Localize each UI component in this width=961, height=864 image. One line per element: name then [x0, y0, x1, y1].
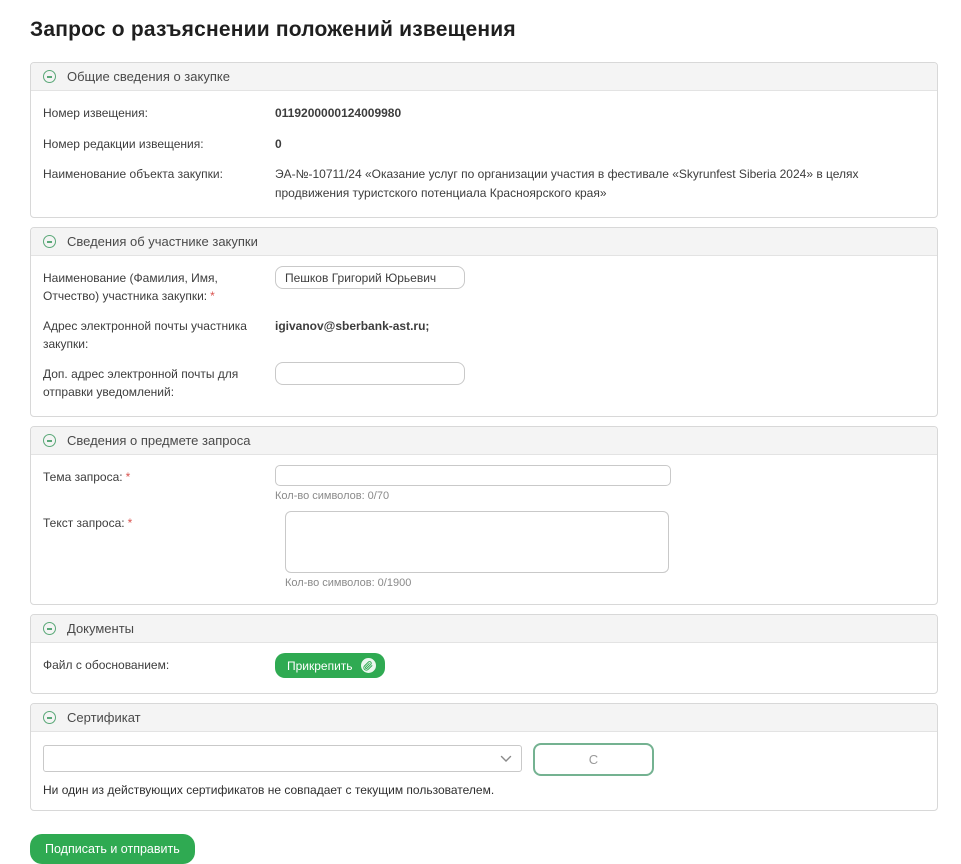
field-participant-email	[43, 314, 925, 353]
participant-name-input[interactable]	[275, 266, 465, 289]
collapse-icon[interactable]	[43, 622, 56, 635]
section-general-header[interactable]	[31, 63, 937, 91]
field-request-theme	[43, 465, 925, 502]
section-subject	[30, 426, 938, 605]
extra-email-input[interactable]	[275, 362, 465, 385]
justification-file-label: Файл с обоснованием:	[43, 658, 170, 673]
section-general	[30, 62, 938, 218]
request-theme-input[interactable]	[275, 465, 671, 486]
section-certificate-header[interactable]	[31, 704, 937, 732]
required-mark: *	[210, 289, 215, 304]
refresh-icon: C	[588, 752, 599, 768]
field-extra-email	[43, 362, 925, 401]
collapse-icon[interactable]	[43, 235, 56, 248]
collapse-icon[interactable]	[43, 70, 56, 83]
required-mark: *	[125, 470, 131, 485]
field-label: Наименование объекта закупки:	[43, 167, 223, 182]
submit-button-label: Подписать и отправить	[45, 842, 180, 857]
notice-revision-value: 0	[275, 136, 282, 151]
collapse-icon[interactable]	[43, 434, 56, 447]
field-notice-revision	[43, 132, 925, 154]
section-subject-body	[31, 455, 937, 604]
field-object-name	[43, 162, 925, 202]
request-text-label: Текст запроса:	[43, 516, 125, 531]
section-documents-title: Документы	[67, 621, 135, 637]
theme-char-counter: Кол-во символов: 0/70	[275, 490, 390, 503]
section-documents-header[interactable]	[31, 615, 937, 643]
request-text-textarea[interactable]	[285, 511, 669, 573]
page-title: Запрос о разъяснении положений извещения	[30, 18, 516, 41]
section-certificate-body	[31, 732, 937, 810]
required-mark: *	[127, 516, 133, 531]
section-general-body	[31, 91, 937, 217]
sign-and-send-button[interactable]	[30, 834, 195, 864]
field-label: Номер редакции извещения:	[43, 136, 204, 151]
section-general-title: Общие сведения о закупке	[67, 69, 230, 84]
text-char-counter: Кол-во символов: 0/1900	[285, 577, 412, 590]
field-label: Номер извещения:	[43, 106, 148, 120]
section-documents-body	[31, 643, 937, 693]
collapse-icon[interactable]	[43, 711, 56, 724]
participant-email-value: igivanov@sberbank-ast.ru;	[275, 319, 430, 334]
section-participant-body	[31, 256, 937, 416]
section-participant-title: Сведения об участнике закупки	[67, 234, 258, 250]
field-justification-file	[43, 653, 925, 678]
request-theme-label: Тема запроса:	[43, 470, 123, 485]
participant-email-label: Адрес электронной почты участника закупки:	[43, 319, 247, 352]
attach-button-label: Прикрепить	[287, 658, 353, 673]
refresh-certificates-button[interactable]	[533, 743, 654, 776]
certificate-select[interactable]	[43, 745, 522, 772]
section-certificate	[30, 703, 938, 811]
attach-file-button[interactable]	[275, 653, 385, 678]
field-participant-name	[43, 266, 925, 305]
section-subject-title: Сведения о предмете запроса	[67, 433, 251, 449]
participant-name-label: Наименование (Фамилия, Имя, Отчество) участника закупки:	[43, 271, 218, 304]
field-notice-number	[43, 101, 925, 123]
chevron-down-icon	[500, 750, 512, 768]
section-participant	[30, 227, 938, 417]
section-documents	[30, 614, 938, 694]
paperclip-icon	[361, 658, 376, 673]
field-request-text	[43, 511, 925, 589]
extra-email-label: Доп. адрес электронной почты для отправки уведомлений:	[43, 367, 239, 400]
object-name-value: ЭА-№-10711/24 «Оказание услуг по организации участия в фестивале «Skyrunfest Siberia 2024» в целях продвижения туристского потенциала Красноярского края»	[275, 167, 859, 200]
section-certificate-title: Сертификат	[67, 710, 141, 726]
section-subject-header[interactable]	[31, 427, 937, 455]
certificate-status-message: Ни один из действующих сертификатов не совпадает с текущим пользователем.	[43, 783, 495, 798]
section-participant-header[interactable]	[31, 228, 937, 256]
notice-number-value: 0119200000124009980	[275, 106, 402, 120]
